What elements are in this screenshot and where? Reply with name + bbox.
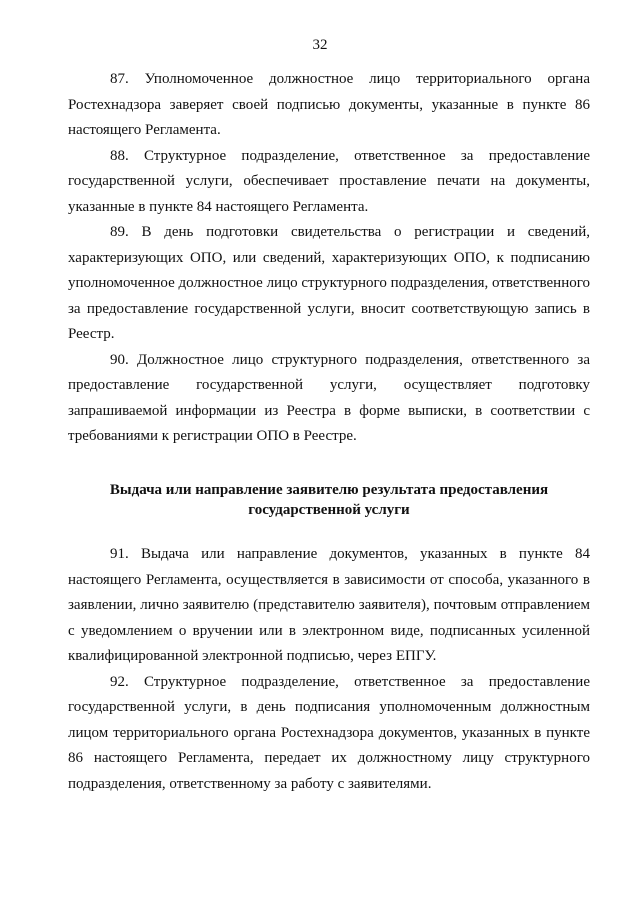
page-number: 32	[312, 37, 328, 53]
paragraph-92: 92. Структурное подразделение, ответственное за предоставление государственной услуги, в день подписания уполномоченным должностным лицом территориального органа Ростехнадзора документов, указанных в пункте 86 настоящего Регламента, передает их должностному лицу структурного подразделения, ответственному за работу с заявителями.	[68, 673, 590, 792]
section-heading: Выдача или направление заявителю результата предоставления государственной услуги	[109, 482, 549, 518]
paragraph-89: 89. В день подготовки свидетельства о регистрации и сведений, характеризующих ОПО, или сведений, характеризующих ОПО, к подписанию уполномоченное должностное лицо структурного подразделения, ответственного за предоставление государственной услуги, вносит соответствующую запись в Реестр.	[68, 224, 590, 342]
paragraphs-bottom	[68, 542, 590, 797]
paragraph-91: 91. Выдача или направление документов, указанных в пункте 84 настоящего Регламента, осуществляется в зависимости от способа, указанного в заявлении, лично заявителю (представителю заявителя), почтовым отправлением с уведомлением о вручении или в электронном виде, подписанных усиленной квалифицированной электронной подписью, через ЕПГУ.	[68, 546, 590, 664]
paragraph-90: 90. Должностное лицо структурного подразделения, ответственного за предоставление государственной услуги, осуществляет подготовку запрашиваемой информации из Реестра в форме выписки, в соответствии с требованиями к регистрации ОПО в Реестре.	[68, 351, 590, 444]
paragraphs-top	[68, 67, 590, 450]
paragraph-88: 88. Структурное подразделение, ответственное за предоставление государственной услуги, обеспечивает проставление печати на документы, указанные в пункте 84 настоящего Регламента.	[68, 147, 590, 215]
paragraph-87: 87. Уполномоченное должностное лицо территориального органа Ростехнадзора заверяет своей подписью документы, указанные в пункте 86 настоящего Регламента.	[68, 71, 590, 138]
